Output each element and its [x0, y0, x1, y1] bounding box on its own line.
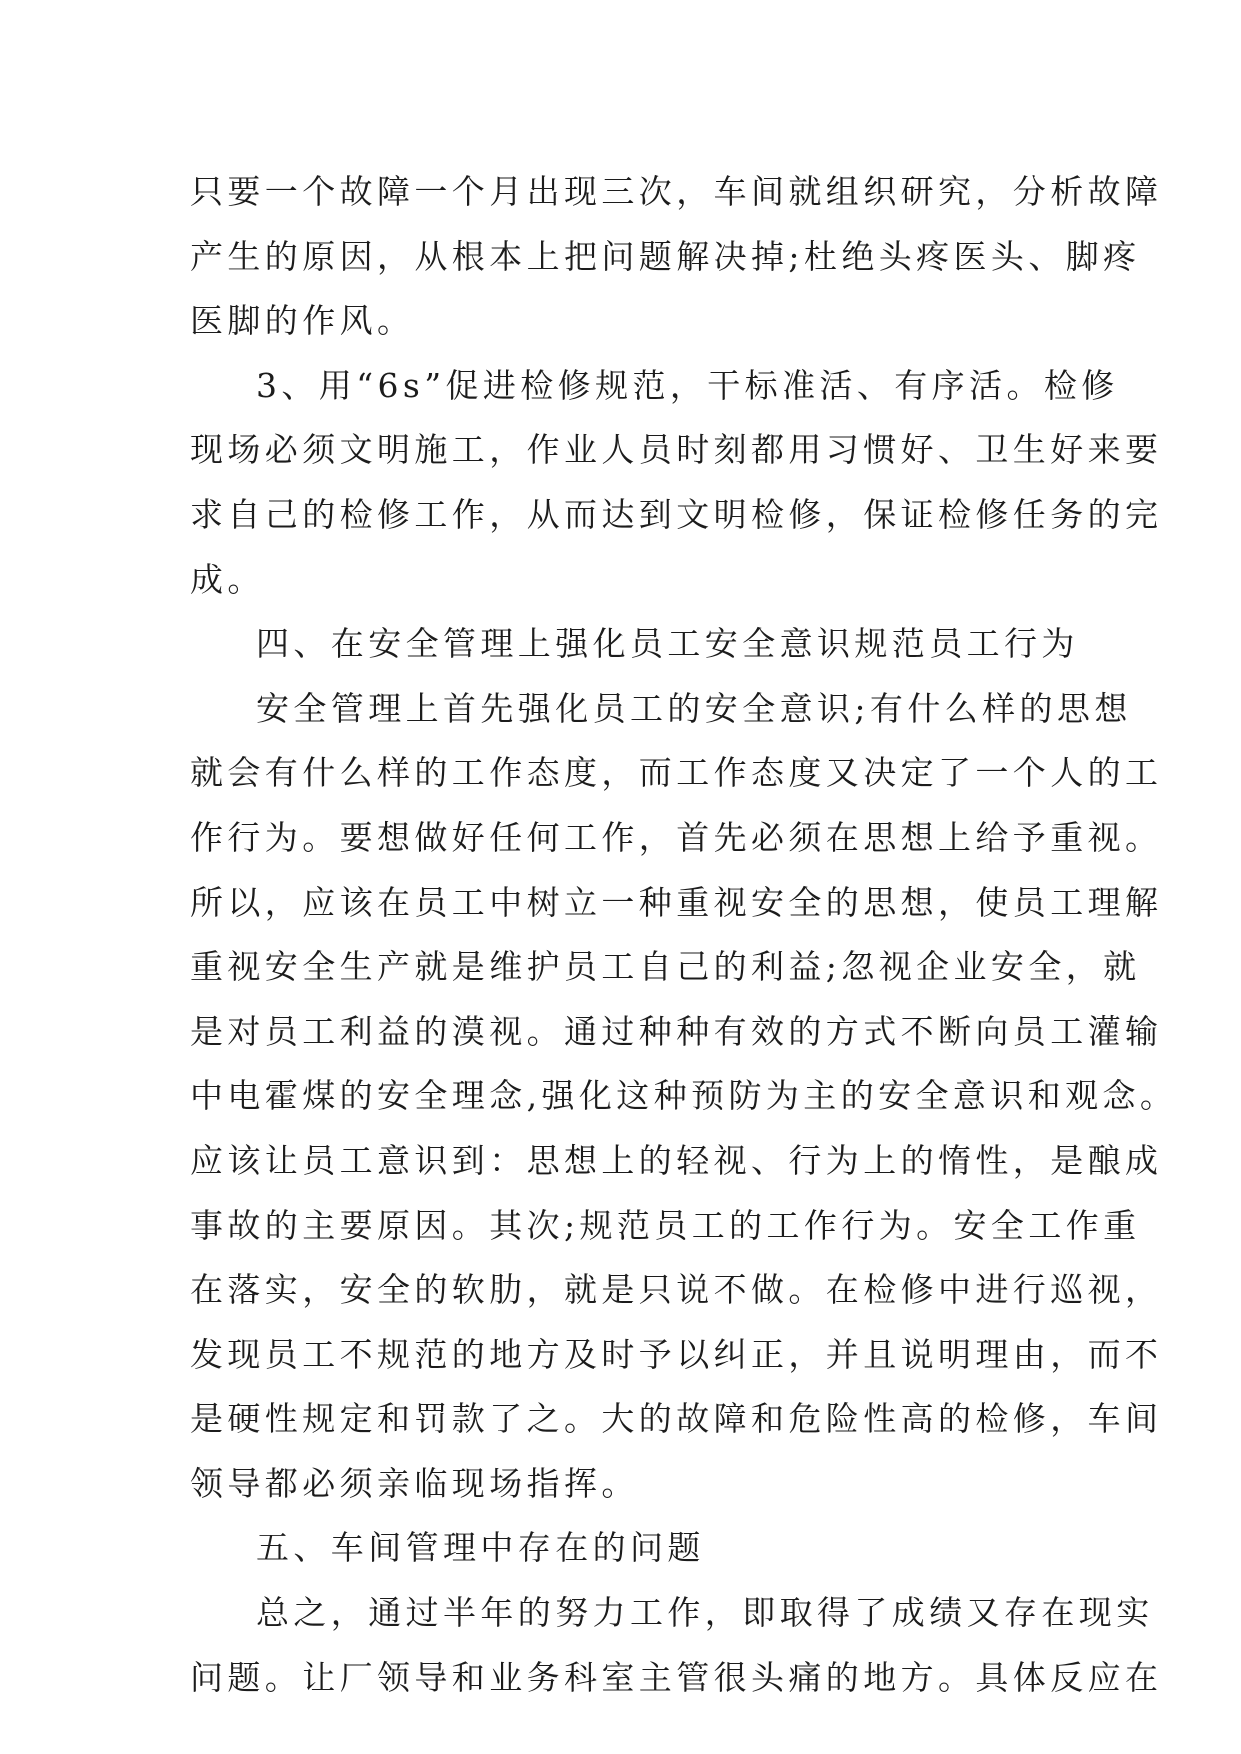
text-line: 五、车间管理中存在的问题 [256, 1528, 705, 1568]
text-line: 产生的原因，从根本上把问题解决掉;杜绝头疼医头、脚疼 [190, 236, 1141, 276]
body-text [190, 160, 1178, 1710]
text-line: 求自己的检修工作，从而达到文明检修，保证检修任务的完 [190, 494, 1163, 534]
text-line: 只要一个故障一个月出现三次，车间就组织研究，分析故障 [190, 172, 1163, 211]
text-line: 发现员工不规范的地方及时予以纠正，并且说明理由，而不 [190, 1334, 1163, 1374]
text-line: 3、用“6s”促进检修规范，干标准活、有序活。检修 [256, 365, 1119, 405]
text-line: 应该让员工意识到：思想上的轻视、行为上的惰性，是酿成 [190, 1140, 1163, 1180]
text-line: 成。 [190, 559, 265, 599]
text-line: 领导都必须亲临现场指挥。 [190, 1463, 639, 1503]
text-line: 总之，通过半年的努力工作，即取得了成绩又存在现实 [256, 1593, 1154, 1633]
text-line: 安全管理上首先强化员工的安全意识;有什么样的思想 [256, 688, 1132, 728]
text-line: 医脚的作风。 [190, 301, 415, 341]
text-line: 事故的主要原因。其次;规范员工的工作行为。安全工作重 [190, 1205, 1141, 1245]
text-line: 所以，应该在员工中树立一种重视安全的思想，使员工理解 [190, 882, 1163, 922]
text-line: 在落实，安全的软肋，就是只说不做。在检修中进行巡视， [190, 1270, 1163, 1310]
text-line: 问题。让厂领导和业务科室主管很头痛的地方。具体反应在 [190, 1657, 1163, 1697]
text-line: 是硬性规定和罚款了之。大的故障和危险性高的检修，车间 [190, 1399, 1163, 1439]
text-line: 就会有什么样的工作态度，而工作态度又决定了一个人的工 [190, 753, 1163, 793]
text-line: 作行为。要想做好任何工作，首先必须在思想上给予重视。 [190, 817, 1163, 857]
text-line: 中电霍煤的安全理念,强化这种预防为主的安全意识和观念。 [190, 1076, 1178, 1116]
text-line: 现场必须文明施工，作业人员时刻都用习惯好、卫生好来要 [190, 430, 1163, 470]
text-line: 四、在安全管理上强化员工安全意识规范员工行为 [256, 624, 1079, 664]
text-line: 是对员工利益的漠视。通过种种有效的方式不断向员工灌输 [190, 1011, 1163, 1051]
text-line: 重视安全生产就是维护员工自己的利益;忽视企业安全，就 [190, 947, 1141, 987]
